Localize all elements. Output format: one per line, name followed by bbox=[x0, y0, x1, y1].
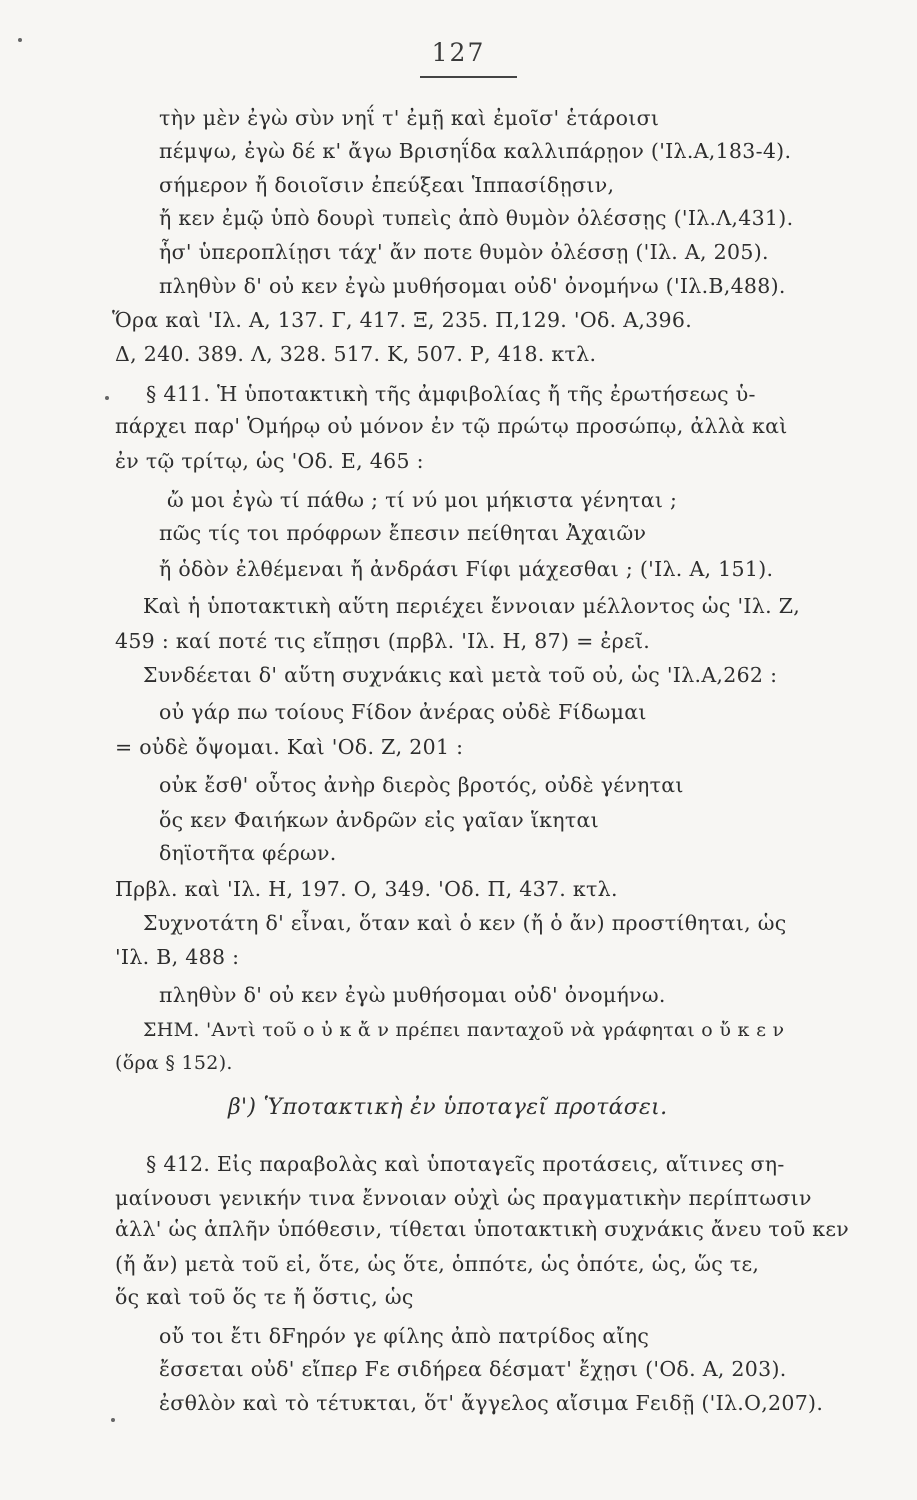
section-paragraph-start: § 411. Ἡ ὑποτακτικὴ τῆς ἀμφιβολίας ἤ τῆς ἐρωτήσεως ὑ- bbox=[146, 382, 756, 406]
paper-speck bbox=[18, 38, 22, 42]
quote-line: ὅς κεν Φαιήκων ἀνδρῶν εἰς γαῖαν ἵκηται bbox=[159, 808, 599, 832]
text-line: πέμψω, ἐγὼ δέ κ' ἄγω Βρισηΐδα καλλιπάρῃον ('Ιλ.Α,183-4). bbox=[159, 139, 792, 163]
text-line: ἀλλ' ὡς ἁπλῆν ὑπόθεσιν, τίθεται ὑποτακτικὴ συχνάκις ἄνευ τοῦ κεν bbox=[115, 1217, 850, 1241]
text-line: Συχνοτάτη δ' εἶναι, ὅταν καὶ ὁ κεν (ἤ ὁ ἄν) προστίθηται, ὡς bbox=[143, 911, 787, 935]
text-line: Καὶ ἡ ὑποτακτικὴ αὕτη περιέχει ἔννοιαν μέλλοντος ὡς 'Ιλ. Ζ, bbox=[143, 594, 801, 618]
text-line: πληθὺν δ' οὐ κεν ἐγὼ μυθήσομαι οὐδ' ὀνομήνω ('Ιλ.Β,488). bbox=[159, 274, 786, 298]
text-line: (ἤ ἄν) μετὰ τοῦ εἰ, ὅτε, ὡς ὅτε, ὁππότε, ὡς ὁπότε, ὡς, ὥς τε, bbox=[115, 1252, 760, 1276]
note-line: (ὅρα § 152). bbox=[115, 1052, 233, 1074]
text-line: = οὐδὲ ὄψομαι. Καὶ 'Οδ. Ζ, 201 : bbox=[115, 735, 464, 759]
text-line: ἤ κεν ἐμῷ ὑπὸ δουρὶ τυπεὶς ἀπὸ θυμὸν ὀλέσσῃς ('Ιλ.Λ,431). bbox=[159, 206, 794, 230]
quote-line: οὐκ ἔσθ' οὗτος ἀνὴρ διερὸς βροτός, οὐδὲ γένηται bbox=[159, 773, 684, 797]
text-line: τὴν μὲν ἐγὼ σὺν νηΐ τ' ἐμῇ καὶ ἐμοῖσ' ἑτάροισι bbox=[159, 106, 660, 130]
text-line: Πρβλ. καὶ 'Ιλ. Η, 197. Ο, 349. 'Οδ. Π, 437. κτλ. bbox=[115, 877, 618, 901]
text-line: ἧσ' ὑπεροπλίῃσι τάχ' ἄν ποτε θυμὸν ὀλέσσῃ ('Ιλ. Α, 205). bbox=[159, 240, 769, 264]
paper-speck bbox=[105, 396, 109, 400]
quote-line: οὔ τοι ἔτι δFηρόν γε φίλης ἀπὸ πατρίδος αἴης bbox=[159, 1324, 650, 1348]
text-line: ὅς καὶ τοῦ ὅς τε ἤ ὅστις, ὡς bbox=[115, 1285, 414, 1309]
quote-line: πῶς τίς τοι πρόφρων ἔπεσιν πείθηται Ἀχαιῶν bbox=[159, 521, 647, 545]
text-line: πάρχει παρ' Ὁμήρῳ οὐ μόνον ἐν τῷ πρώτῳ προσώπῳ, ἀλλὰ καὶ bbox=[115, 414, 788, 438]
quote-line: οὐ γάρ πω τοίους Fίδον ἀνέρας οὐδὲ Fίδωμαι bbox=[159, 700, 647, 724]
section-paragraph-start: § 412. Εἰς παραβολὰς καὶ ὑποταγεῖς προτάσεις, αἵτινες ση- bbox=[146, 1152, 785, 1176]
section-heading: β') Ὑποτακτικὴ ἐν ὑποταγεῖ προτάσει. bbox=[228, 1095, 668, 1120]
quote-line: ὤ μοι ἐγὼ τί πάθω ; τί νύ μοι μήκιστα γένηται ; bbox=[167, 488, 678, 512]
paper-speck bbox=[111, 1418, 115, 1422]
note-line: ΣΗΜ. 'Αντὶ τοῦ ο ὐ κ ἄ ν πρέπει πανταχοῦ νὰ γράφηται ο ὔ κ ε ν bbox=[143, 1019, 785, 1041]
text-line: 'Ιλ. Β, 488 : bbox=[115, 945, 240, 969]
header-rule bbox=[420, 76, 517, 78]
text-line: σήμερον ἤ δοιοῖσιν ἐπεύξεαι Ἱππασίδῃσιν, bbox=[159, 173, 615, 197]
text-line: μαίνουσι γενικήν τινα ἔννοιαν οὐχὶ ὡς πραγματικὴν περίπτωσιν bbox=[115, 1186, 812, 1210]
page-number: 127 bbox=[431, 38, 486, 67]
quote-line: πληθὺν δ' οὐ κεν ἐγὼ μυθήσομαι οὐδ' ὀνομήνω. bbox=[159, 983, 666, 1007]
quote-line: ἐσθλὸν καὶ τὸ τέτυκται, ὅτ' ἄγγελος αἴσιμα Fειδῇ ('Ιλ.Ο,207). bbox=[159, 1391, 824, 1415]
text-line: Ὅρα καὶ 'Ιλ. Α, 137. Γ, 417. Ξ, 235. Π,129. 'Οδ. Α,396. bbox=[112, 308, 693, 332]
text-line: ἐν τῷ τρίτῳ, ὡς 'Οδ. Ε, 465 : bbox=[115, 449, 424, 473]
text-line: Συνδέεται δ' αὕτη συχνάκις καὶ μετὰ τοῦ οὐ, ὡς 'Ιλ.Α,262 : bbox=[143, 663, 778, 687]
text-line: 459 : καί ποτέ τις εἴπῃσι (πρβλ. 'Ιλ. Η, 87) = ἐρεῖ. bbox=[115, 629, 651, 653]
quote-line: δηϊοτῆτα φέρων. bbox=[159, 841, 337, 865]
quote-line: ἔσσεται οὐδ' εἴπερ Fε σιδήρεα δέσματ' ἔχῃσι ('Οδ. Α, 203). bbox=[159, 1357, 787, 1381]
text-line: Δ, 240. 389. Λ, 328. 517. Κ, 507. Ρ, 418. κτλ. bbox=[115, 342, 597, 366]
quote-line: ἤ ὁδὸν ἐλθέμεναι ἤ ἀνδράσι Fίφι μάχεσθαι ; ('Ιλ. Α, 151). bbox=[159, 557, 774, 581]
